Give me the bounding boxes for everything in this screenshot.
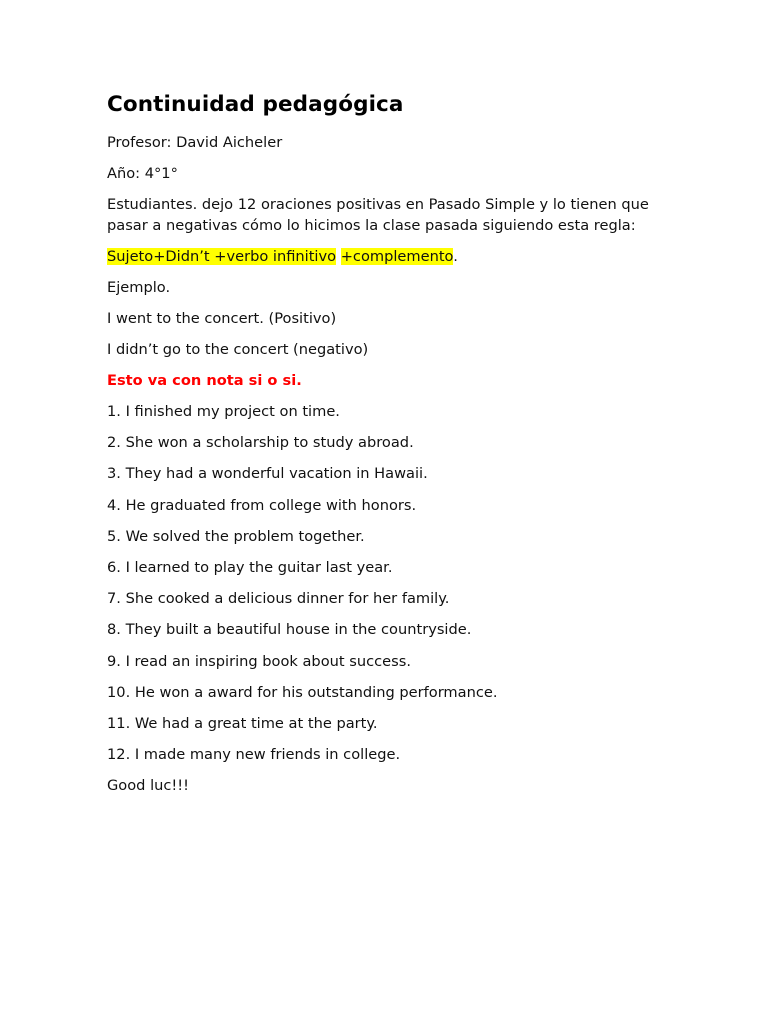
list-item: 4. He graduated from college with honors. xyxy=(107,496,417,514)
list-item: 2. She won a scholarship to study abroad. xyxy=(107,434,414,452)
list-item: 11. We had a great time at the party. xyxy=(107,714,378,732)
list-item: 1. I finished my project on time. xyxy=(107,403,340,420)
instructions-paragraph: Estudiantes. dejo 12 oraciones positivas en Pasado Simple y lo tienen que pasar a negativas cómo lo hicimos la clase pasada siguiendo esta regla: xyxy=(107,196,649,234)
list-item: 5. We solved the problem together. xyxy=(107,527,365,545)
page-title: Continuidad pedagógica xyxy=(107,92,404,117)
rule-highlight-subject-verb: Sujeto+Didn’t +verbo infinitivo xyxy=(107,248,337,265)
list-item: 7. She cooked a delicious dinner for her family. xyxy=(107,590,450,608)
document-page xyxy=(107,90,667,806)
list-item: 10. He won a award for his outstanding performance. xyxy=(107,683,498,701)
list-item: 3. They had a wonderful vacation in Hawaii. xyxy=(107,465,428,483)
closing-line: Good luc!!! xyxy=(107,777,189,795)
list-item: 9. I read an inspiring book about success. xyxy=(107,652,411,670)
year-line: Año: 4°1° xyxy=(107,165,178,182)
example-heading: Ejemplo. xyxy=(107,279,171,296)
rule-line xyxy=(107,246,667,267)
rule-highlight-complement: +complemento xyxy=(340,248,454,265)
rule-period: . xyxy=(453,248,458,265)
list-item: 8. They built a beautiful house in the countryside. xyxy=(107,621,472,639)
example-negative: I didn’t go to the concert (negativo) xyxy=(107,341,369,358)
sentence-list xyxy=(107,401,667,765)
example-positive: I went to the concert. (Positivo) xyxy=(107,310,337,327)
teacher-line: Profesor: David Aicheler xyxy=(107,134,283,151)
grading-warning: Esto va con nota si o si. xyxy=(107,372,302,389)
list-item: 6. I learned to play the guitar last year. xyxy=(107,558,393,576)
list-item: 12. I made many new friends in college. xyxy=(107,746,401,764)
